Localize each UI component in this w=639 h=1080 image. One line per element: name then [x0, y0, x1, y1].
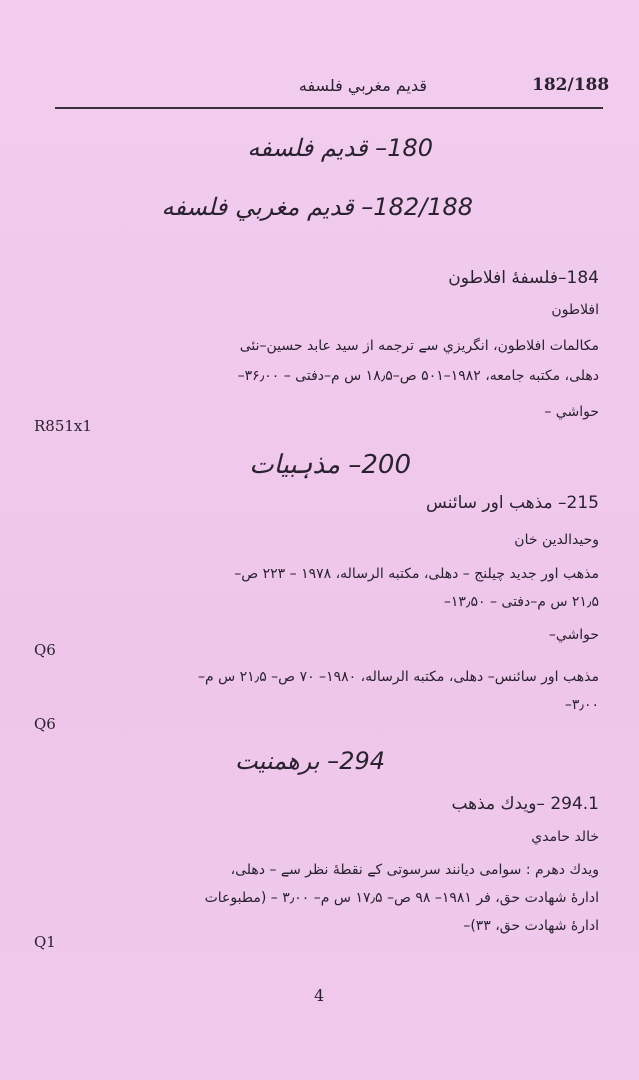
entry-plato-line2: دهلى، مكتبه جامعه، ۱۹۸۲–۵۰۱ ص–۱۸٫۵ س م–دفتى – ۳۶٫۰۰– — [237, 368, 599, 384]
subheading-184: 184–فلسفهٔ افلاطون — [448, 268, 599, 288]
classification-code: Q6 — [34, 641, 56, 659]
entry-wahid-b-line1: مذهب اور سائنس– دهلى، مكتبه الرساله، ۱۹۸۰– ۷۰ ص– ۲۱٫۵ س م– — [197, 669, 599, 685]
entry-khalid-line1: ويدك دهرم : سوامى ديانند سرسوتى كے نقطهٔ نظر سے – دهلى، — [230, 862, 599, 878]
header-rule — [55, 107, 603, 109]
entry-wahid-b-line2: ۳٫۰۰– — [564, 697, 599, 713]
entry-wahid-a-line3: حواشي– — [548, 627, 599, 643]
section-heading-182-188: 182/188– قديم مغربي فلسفه — [161, 193, 473, 221]
entry-plato-line3: حواشي – — [544, 404, 599, 420]
section-heading-180: 180– قديم فلسفه — [247, 134, 433, 162]
author-wahiduddin-khan: وحيدالدين خان — [514, 532, 599, 548]
running-header-page-range: 182/188 — [532, 75, 610, 95]
author-khalid-hamidi: خالد حامدي — [531, 829, 599, 845]
entry-khalid-line2: ادارهٔ شهادت حق، فر ۱۹۸۱– ۹۸ ص– ۱۷٫۵ س م– ۳٫۰۰ – (مطبوعات — [204, 890, 599, 906]
classification-code: Q1 — [34, 933, 56, 951]
author-plato: افلاطون — [551, 302, 599, 318]
classification-code: R851x1 — [34, 417, 92, 435]
entry-wahid-a-line1: مذهب اور جديد چيلنج – دهلى، مكتبه الرساله، ۱۹۷۸ – ۲۲۳ ص– — [234, 566, 599, 582]
entry-khalid-line3: ادارهٔ شهادت حق، ۳۳)– — [463, 918, 599, 934]
page-number: 4 — [314, 986, 325, 1005]
section-heading-294: 294– برهمنيت — [235, 747, 385, 775]
subheading-294-1: 294.1 –ويدك مذهب — [451, 794, 599, 814]
entry-plato-line1: مكالمات افلاطون، انگريزي سے ترجمه از سيد عابد حسين–نئى — [239, 338, 599, 354]
subheading-215: 215– مذهب اور سائنس — [426, 493, 599, 513]
running-header-title: قديم مغربي فلسفه — [298, 76, 427, 95]
classification-code: Q6 — [34, 715, 56, 733]
entry-wahid-a-line2: ۲۱٫۵ س م–دفتى – ۱۳٫۵۰– — [443, 594, 599, 610]
section-heading-200: 200– مذہبیات — [249, 450, 411, 480]
